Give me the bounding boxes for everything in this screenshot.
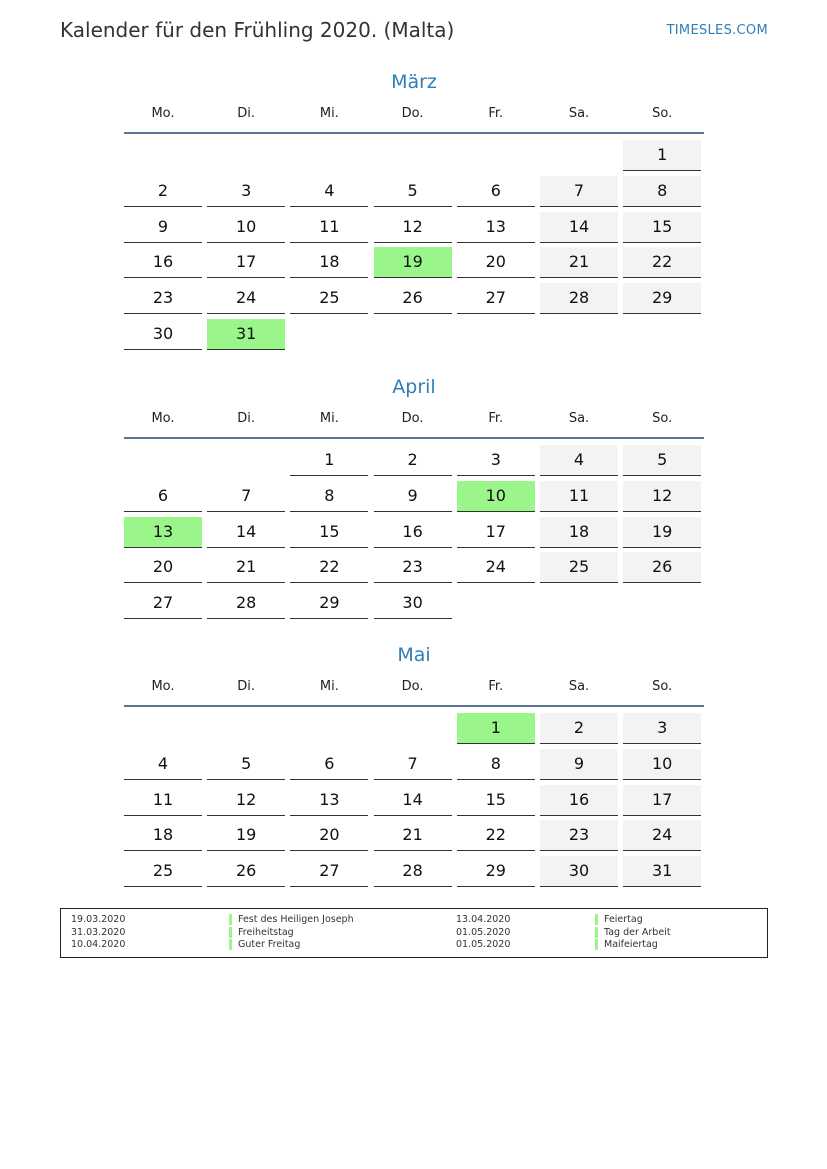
day-cell: 4 (290, 176, 368, 207)
weekday-label: Fr. (488, 411, 504, 426)
day-cell: 3 (457, 445, 535, 476)
weekday-label: So. (652, 411, 673, 426)
weekday-header (124, 669, 704, 707)
day-cell: 12 (207, 785, 285, 816)
weekday-label: Do. (401, 411, 424, 426)
weekday-label: Do. (401, 106, 424, 121)
legend-date: 31.03.2020 (71, 927, 126, 938)
day-cell: 7 (540, 176, 618, 207)
day-cell: 10 (457, 481, 535, 512)
weekday-header (124, 96, 704, 134)
day-cell: 25 (540, 552, 618, 583)
weekday-label: Sa. (568, 106, 590, 121)
page-header (60, 18, 768, 48)
day-cell: 19 (207, 820, 285, 851)
day-cell: 30 (540, 856, 618, 887)
weekday-label: Fr. (488, 679, 504, 694)
day-cell: 27 (290, 856, 368, 887)
day-cell: 23 (124, 283, 202, 314)
weekday-header (124, 401, 704, 439)
weekday-label: Fr. (488, 106, 504, 121)
day-cell: 29 (457, 856, 535, 887)
day-cell: 18 (290, 247, 368, 278)
day-cell: 21 (540, 247, 618, 278)
day-cell: 25 (290, 283, 368, 314)
day-cell: 18 (540, 517, 618, 548)
day-cell: 10 (207, 212, 285, 243)
day-cell: 9 (374, 481, 452, 512)
day-cell: 14 (374, 785, 452, 816)
weekday-label: So. (652, 679, 673, 694)
weekday-label: Sa. (568, 411, 590, 426)
legend-name: Maifeiertag (595, 939, 658, 950)
day-cell: 2 (540, 713, 618, 744)
legend-name: Tag der Arbeit (595, 927, 671, 938)
day-cell: 23 (374, 552, 452, 583)
day-cell: 5 (374, 176, 452, 207)
day-cell: 4 (540, 445, 618, 476)
weekday-label: So. (652, 106, 673, 121)
day-cell: 31 (207, 319, 285, 350)
day-cell: 11 (540, 481, 618, 512)
day-cell: 9 (540, 749, 618, 780)
day-cell: 20 (124, 552, 202, 583)
day-cell: 10 (623, 749, 701, 780)
legend-date: 10.04.2020 (71, 939, 126, 950)
weekday-label: Mi. (319, 411, 339, 426)
day-cell: 11 (290, 212, 368, 243)
day-cell: 28 (207, 588, 285, 619)
day-cell: 1 (290, 445, 368, 476)
day-cell: 24 (207, 283, 285, 314)
month-april (124, 373, 704, 613)
day-cell: 16 (124, 247, 202, 278)
weekday-label: Mi. (319, 106, 339, 121)
day-cell: 31 (623, 856, 701, 887)
weekday-label: Mo. (151, 106, 175, 121)
day-cell: 2 (124, 176, 202, 207)
day-cell: 15 (623, 212, 701, 243)
day-cell: 16 (540, 785, 618, 816)
month-title: April (392, 376, 436, 398)
month-may (124, 641, 704, 881)
day-cell: 24 (457, 552, 535, 583)
month-march (124, 68, 704, 343)
day-cell: 17 (207, 247, 285, 278)
day-cell: 16 (374, 517, 452, 548)
day-cell: 28 (374, 856, 452, 887)
day-cell: 13 (124, 517, 202, 548)
weekday-label: Di. (237, 679, 256, 694)
day-cell: 27 (457, 283, 535, 314)
day-cell: 8 (290, 481, 368, 512)
day-cell: 15 (290, 517, 368, 548)
day-cell: 19 (623, 517, 701, 548)
day-cell: 12 (623, 481, 701, 512)
day-cell: 9 (124, 212, 202, 243)
day-cell: 7 (374, 749, 452, 780)
day-cell: 14 (207, 517, 285, 548)
day-cell: 6 (457, 176, 535, 207)
day-cell: 20 (457, 247, 535, 278)
legend-date: 01.05.2020 (456, 927, 511, 938)
day-cell: 24 (623, 820, 701, 851)
day-cell: 19 (374, 247, 452, 278)
day-cell: 30 (374, 588, 452, 619)
weekday-label: Di. (237, 411, 256, 426)
legend-date: 13.04.2020 (456, 914, 511, 925)
day-cell: 17 (457, 517, 535, 548)
day-cell: 6 (290, 749, 368, 780)
day-cell: 28 (540, 283, 618, 314)
weekday-label: Do. (401, 679, 424, 694)
legend-name: Feiertag (595, 914, 643, 925)
day-cell: 21 (207, 552, 285, 583)
site-link[interactable]: TIMESLES.COM (666, 23, 768, 38)
day-cell: 11 (124, 785, 202, 816)
holiday-legend (60, 908, 768, 958)
day-cell: 29 (623, 283, 701, 314)
weekday-label: Mo. (151, 411, 175, 426)
day-cell: 1 (623, 140, 701, 171)
weekday-label: Mi. (319, 679, 339, 694)
day-cell: 26 (207, 856, 285, 887)
day-cell: 17 (623, 785, 701, 816)
weekday-label: Mo. (151, 679, 175, 694)
day-cell: 6 (124, 481, 202, 512)
day-cell: 15 (457, 785, 535, 816)
month-title: März (391, 71, 437, 93)
day-cell: 5 (207, 749, 285, 780)
day-cell: 13 (290, 785, 368, 816)
day-cell: 8 (623, 176, 701, 207)
day-cell: 14 (540, 212, 618, 243)
day-cell: 2 (374, 445, 452, 476)
day-cell: 3 (207, 176, 285, 207)
page-title: Kalender für den Frühling 2020. (Malta) (60, 18, 455, 42)
day-cell: 5 (623, 445, 701, 476)
day-cell: 25 (124, 856, 202, 887)
day-cell: 29 (290, 588, 368, 619)
day-cell: 4 (124, 749, 202, 780)
legend-name: Guter Freitag (229, 939, 300, 950)
day-cell: 26 (374, 283, 452, 314)
weekday-label: Sa. (568, 679, 590, 694)
month-title: Mai (397, 644, 431, 666)
day-cell: 23 (540, 820, 618, 851)
day-cell: 3 (623, 713, 701, 744)
day-cell: 22 (623, 247, 701, 278)
day-cell: 22 (457, 820, 535, 851)
legend-name: Fest des Heiligen Joseph (229, 914, 354, 925)
weekday-label: Di. (237, 106, 256, 121)
day-cell: 26 (623, 552, 701, 583)
legend-name: Freiheitstag (229, 927, 294, 938)
day-cell: 30 (124, 319, 202, 350)
day-cell: 27 (124, 588, 202, 619)
day-cell: 7 (207, 481, 285, 512)
legend-date: 19.03.2020 (71, 914, 126, 925)
day-cell: 1 (457, 713, 535, 744)
day-cell: 8 (457, 749, 535, 780)
day-cell: 12 (374, 212, 452, 243)
day-cell: 13 (457, 212, 535, 243)
day-cell: 18 (124, 820, 202, 851)
legend-date: 01.05.2020 (456, 939, 511, 950)
day-cell: 20 (290, 820, 368, 851)
day-cell: 21 (374, 820, 452, 851)
day-cell: 22 (290, 552, 368, 583)
